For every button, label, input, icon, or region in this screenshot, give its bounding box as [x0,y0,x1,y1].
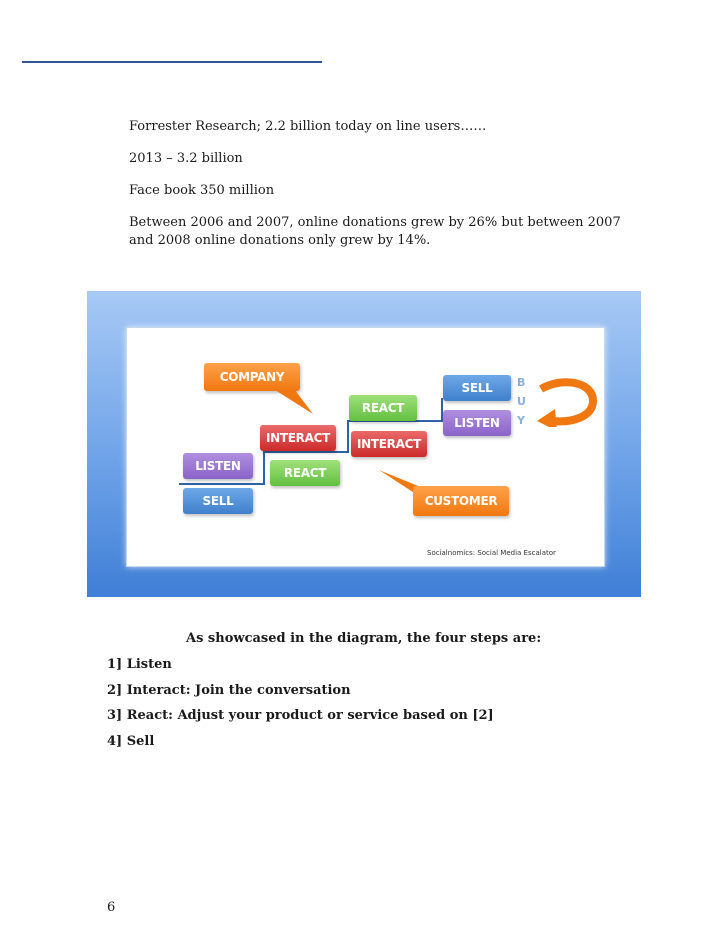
fact-donations: Between 2006 and 2007, online donations grew by 26% but between 2007 and 2008 online donations only grew by 14%. [129,215,621,248]
figure-caption: Socialnomics: Social Media Escalator [427,549,556,557]
company-label: COMPANY [219,370,285,384]
step-item: 4] Sell [107,733,155,749]
steps-list [107,656,494,758]
figure-canvas [126,327,605,567]
buy-letter-b: B [517,376,526,389]
company-callout [204,363,300,391]
stair-line [263,451,347,453]
customer-label: CUSTOMER [424,494,498,508]
listen-low-box [183,453,253,479]
sell-low-label: SELL [202,494,234,508]
sell-top-label: SELL [461,381,493,395]
react-mid-box [349,395,417,421]
stair-line [179,483,263,485]
fact-2013: 2013 – 3.2 billion [129,151,243,166]
listen-top-box [443,410,511,436]
step-item: 2] Interact: Join the conversation [107,682,351,698]
customer-callout [413,486,509,516]
facts-block [129,118,629,264]
stair-line [263,451,265,485]
interact-right-label: INTERACT [356,437,421,451]
sell-top-box [443,375,511,401]
buy-letter-y: Y [517,414,525,427]
interact-left-box [260,425,336,451]
interact-left-label: INTERACT [265,431,330,445]
fact-forrester: Forrester Research; 2.2 billion today on line users…… [129,119,487,134]
fact-facebook: Face book 350 million [129,183,275,198]
stair-line [347,420,349,453]
company-pointer [267,388,317,418]
buy-letter-u: U [517,395,526,408]
listen-low-label: LISTEN [195,459,241,473]
interact-right-box [351,431,427,457]
react-low-label: REACT [283,466,327,480]
step-item: 1] Listen [107,657,172,672]
react-low-box [270,460,340,486]
sell-low-box [183,488,253,514]
steps-title: As showcased in the diagram, the four steps are: [186,631,542,646]
react-mid-label: REACT [361,401,405,415]
page-number: 6 [107,900,116,915]
social-media-escalator-figure [87,291,641,597]
listen-top-label: LISTEN [454,416,500,430]
cycle-arrow-icon [531,375,601,427]
header-rule [22,61,322,63]
step-item: 3] React: Adjust your product or service based on [2] [107,708,494,723]
